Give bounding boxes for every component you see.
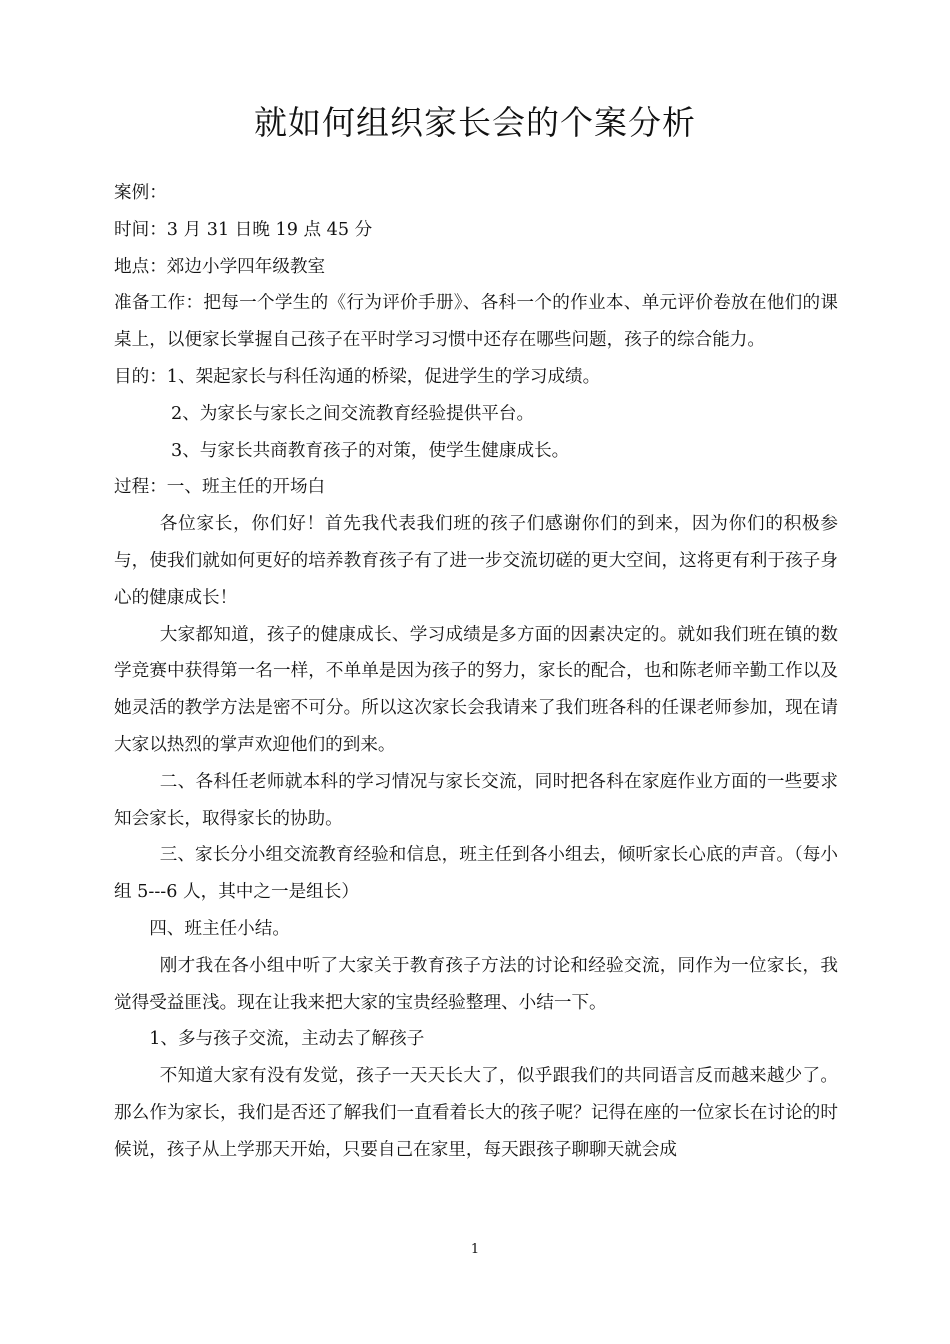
document-body	[114, 175, 838, 1169]
paragraph-summary-intro: 刚才我在各小组中听了大家关于教育孩子方法的讨论和经验交流，同作为一位家长，我觉得受益匪浅。现在让我来把大家的宝贵经验整理、小结一下。	[114, 955, 838, 1013]
paragraph-step-three: 三、家长分小组交流教育经验和信息，班主任到各小组去，倾听家长心底的声音。（每小组 5---6 人，其中之一是组长）	[114, 845, 838, 903]
opening-paragraph: 各位家长，你们好！首先我代表我们班的孩子们感谢你们的到来，因为你们的积极参与，使我们就如何更好的培养教育孩子有了进一步交流切磋的更大空间，这将更有利于孩子身心的健康成长！	[114, 514, 838, 608]
purpose-item-2: 2、为家长与家长之间交流教育经验提供平台。	[171, 403, 535, 424]
summary-point-1-heading: 1、多与孩子交流，主动去了解孩子	[149, 1029, 425, 1050]
preparation-paragraph: 准备工作：把每一个学生的《行为评价手册》、各科一个的作业本、单元评价卷放在他们的课桌上，以便家长掌握自己孩子在平时学习习惯中还存在哪些问题，孩子的综合能力。	[114, 293, 838, 351]
case-label: 案例：	[114, 183, 167, 203]
paragraph-step-four: 四、班主任小结。	[149, 918, 290, 939]
page-number: 1	[470, 1242, 480, 1257]
paragraph-success-factors: 大家都知道，孩子的健康成长、学习成绩是多方面的因素决定的。就如我们班在镇的数学竞赛中获得第一名一样，不单单是因为孩子的努力，家长的配合，也和陈老师辛勤工作以及她灵活的教学方法是密不可分。所以这次家长会我请来了我们班各科的任课老师参加，现在请大家以热烈的掌声欢迎他们的到来。	[114, 624, 838, 755]
purpose-item-1: 目的：1、架起家长与科任沟通的桥梁，促进学生的学习成绩。	[114, 366, 601, 387]
paragraph-communication: 不知道大家有没有发觉，孩子一天天长大了，似乎跟我们的共同语言反而越来越少了。那么作为家长，我们是否还了解我们一直看着长大的孩子呢？记得在座的一位家长在讨论的时候说，孩子从上学那天开始，只要自己在家里，每天跟孩子聊聊天就会成	[114, 1066, 838, 1160]
time-line: 时间：3 月 31 日晚 19 点 45 分	[114, 219, 373, 240]
document-title: 就如何组织家长会的个案分析	[254, 103, 696, 142]
process-heading: 过程：一、班主任的开场白	[114, 477, 326, 498]
place-line: 地点：郊边小学四年级教室	[114, 256, 326, 277]
purpose-item-3: 3、与家长共商教育孩子的对策，使学生健康成长。	[171, 440, 570, 461]
paragraph-step-two: 二、各科任老师就本科的学习情况与家长交流，同时把各科在家庭作业方面的一些要求知会家长，取得家长的协助。	[114, 771, 838, 829]
